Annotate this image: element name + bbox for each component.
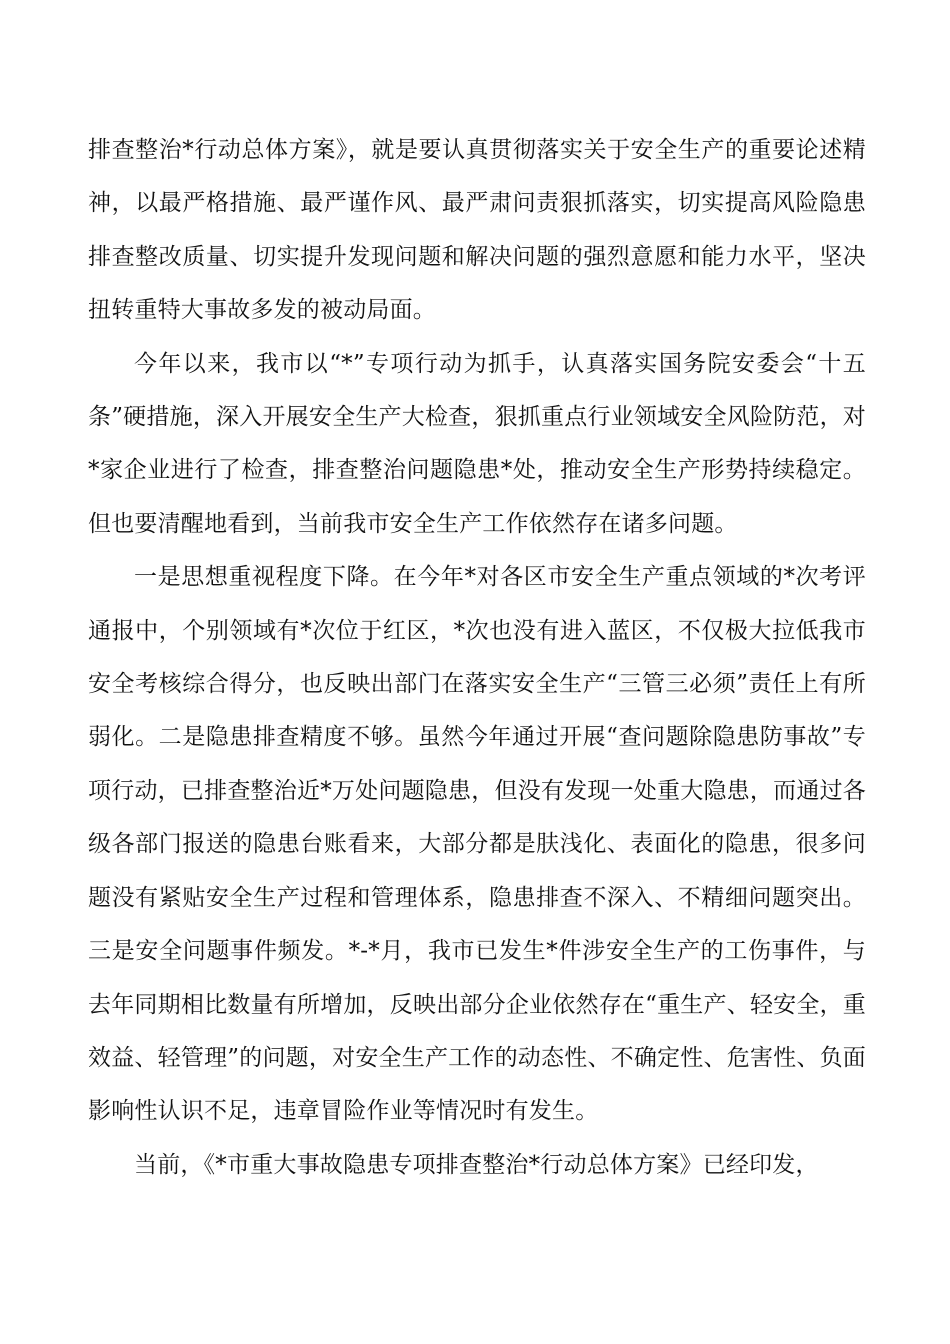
paragraph-current: 当前，《*市重大事故隐患专项排查整治*行动总体方案》已经印发， bbox=[134, 1151, 819, 1178]
document-body bbox=[88, 124, 866, 1192]
paragraph-continuation: 排查整治*行动总体方案》，就是要认真贯彻落实关于安全生产的重要论述精神，以最严格措施、最严谨作风、最严肃问责狠抓落实，切实提高风险隐患排查整改质量、切实提升发现问题和解决问题的强烈意愿和能力水平，坚决扭转重特大事故多发的被动局面。 bbox=[88, 137, 866, 324]
paragraph-problems: 一是思想重视程度下降。在今年*对各区市安全生产重点领域的*次考评通报中，个别领域有*次位于红区，*次也没有进入蓝区，不仅极大拉低我市安全考核综合得分，也反映出部门在落实安全生产“三管三必须”责任上有所弱化。二是隐患排查精度不够。虽然今年通过开展“查问题除隐患防事故”专项行动，已排查整治近*万处问题隐患，但没有发现一处重大隐患，而通过各级各部门报送的隐患台账看来，大部分都是肤浅化、表面化的隐患，很多问题没有紧贴安全生产过程和管理体系，隐患排查不深入、不精细问题突出。三是安全问题事件频发。*-*月，我市已发生*件涉安全生产的工伤事件，与去年同期相比数量有所增加，反映出部分企业依然存在“重生产、轻安全，重效益、轻管理”的问题，对安全生产工作的动态性、不确定性、危害性、负面影响性认识不足，违章冒险作业等情况时有发生。 bbox=[88, 564, 866, 1125]
paragraph-overview: 今年以来，我市以“*”专项行动为抓手，认真落实国务院安委会“十五条”硬措施，深入开展安全生产大检查，狠抓重点行业领域安全风险防范，对*家企业进行了检查，排查整治问题隐患*处，推动安全生产形势持续稳定。但也要清醒地看到，当前我市安全生产工作依然存在诸多问题。 bbox=[88, 350, 866, 537]
